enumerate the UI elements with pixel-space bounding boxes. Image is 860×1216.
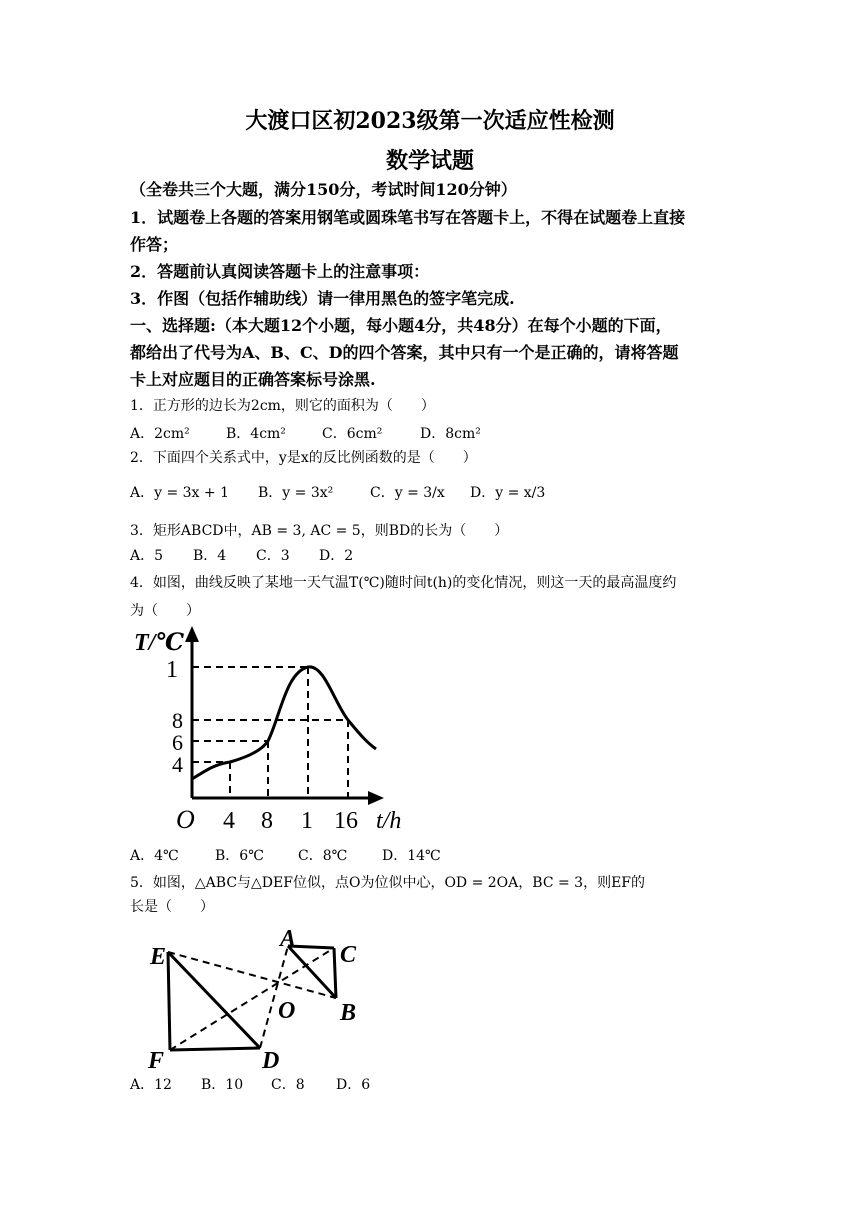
y-tick-14: 1 — [166, 657, 178, 683]
section-1-line-1: 一、选择题:（本大题12个小题，每小题4分，共48分）在每个小题的下面， — [130, 316, 672, 335]
x-axis-arrow-icon — [368, 791, 384, 805]
q5-stem-line-2: 长是（ ） — [130, 899, 214, 915]
q5-option-a: A．12 — [130, 1077, 172, 1093]
y-tick-6: 6 — [172, 730, 183, 755]
label-a: A — [280, 926, 297, 952]
exam-title: 大渡口区初2023级第一次适应性检测 — [245, 108, 615, 134]
x-tick-12: 1 — [301, 808, 313, 834]
q4-stem-line-1: 4．如图，曲线反映了某地一天气温T(℃)随时间t(h)的变化情况，则这一天的最高温度约 — [130, 575, 677, 591]
section-1-line-2: 都给出了代号为A、B、C、D的四个答案，其中只有一个是正确的，请将答题 — [130, 343, 679, 362]
q2-stem: 2．下面四个关系式中，y是x的反比例函数的是（ ） — [130, 450, 477, 466]
instruction-1: 1．试题卷上各题的答案用钢笔或圆珠笔书写在答题卡上，不得在试题卷上直接 — [130, 208, 686, 227]
q3-option-b: B．4 — [193, 548, 227, 564]
q1-option-b: B．4cm² — [226, 426, 286, 442]
q4-option-c: C．8℃ — [298, 848, 348, 864]
x-tick-4: 4 — [223, 808, 235, 834]
q3-stem: 3．矩形ABCD中，AB = 3, AC = 5，则BD的长为（ ） — [130, 523, 509, 539]
q1-stem: 1．正方形的边长为2cm，则它的面积为（ ） — [130, 398, 435, 414]
label-c: C — [340, 942, 357, 968]
label-e: E — [150, 944, 167, 970]
label-d: D — [262, 1048, 280, 1072]
instruction-2: 2．答题前认真阅读答题卡上的注意事项： — [130, 262, 430, 281]
q4-option-b: B．6℃ — [215, 848, 264, 864]
x-axis-label: t/h — [376, 808, 402, 834]
y-tick-8: 8 — [172, 708, 183, 733]
exam-subtitle: 数学试题 — [385, 148, 474, 174]
q2-option-c: C．y = 3/x — [370, 485, 445, 501]
label-b: B — [340, 1000, 357, 1026]
similarity-figure — [140, 926, 380, 1072]
guide-lines — [192, 667, 348, 798]
q4-option-a: A．4℃ — [130, 848, 179, 864]
section-1-line-3: 卡上对应题目的正确答案标号涂黑. — [130, 370, 376, 389]
q5-option-d: D．6 — [336, 1077, 371, 1093]
homothety-lines — [168, 946, 336, 1050]
x-tick-16: 16 — [334, 808, 358, 834]
q2-option-a: A．y = 3x + 1 — [130, 485, 229, 501]
q1-option-d: D．8cm² — [420, 426, 481, 442]
q1-option-c: C．6cm² — [322, 426, 383, 442]
origin-label: O — [176, 805, 195, 834]
q2-option-d: D．y = x/3 — [470, 485, 546, 501]
y-tick-4: 4 — [172, 752, 183, 777]
label-o: O — [278, 998, 296, 1024]
q3-option-c: C．3 — [256, 548, 290, 564]
q3-option-d: D．2 — [319, 548, 354, 564]
x-tick-8: 8 — [261, 808, 273, 834]
q5-stem-line-1: 5．如图，△ABC与△DEF位似，点O为位似中心，OD = 2OA，BC = 3，则EF的 — [130, 875, 646, 891]
y-axis-arrow-icon — [185, 626, 199, 642]
q5-option-c: C．8 — [271, 1077, 305, 1093]
q1-option-a: A．2cm² — [130, 426, 190, 442]
label-f: F — [148, 1048, 165, 1072]
exam-note: （全卷共三个大题，满分150分，考试时间120分钟） — [130, 180, 517, 199]
q3-option-a: A．5 — [130, 548, 164, 564]
q4-stem-line-2: 为（ ） — [130, 603, 200, 619]
y-axis-label: T/℃ — [134, 630, 185, 656]
temperature-graph — [120, 622, 420, 840]
q2-option-b: B．y = 3x² — [258, 485, 334, 501]
q4-option-d: D．14℃ — [382, 848, 441, 864]
instruction-1-cont: 作答； — [130, 235, 179, 254]
instruction-3: 3．作图（包括作辅助线）请一律用黑色的签字笔完成. — [130, 289, 515, 308]
q5-option-b: B．10 — [201, 1077, 244, 1093]
